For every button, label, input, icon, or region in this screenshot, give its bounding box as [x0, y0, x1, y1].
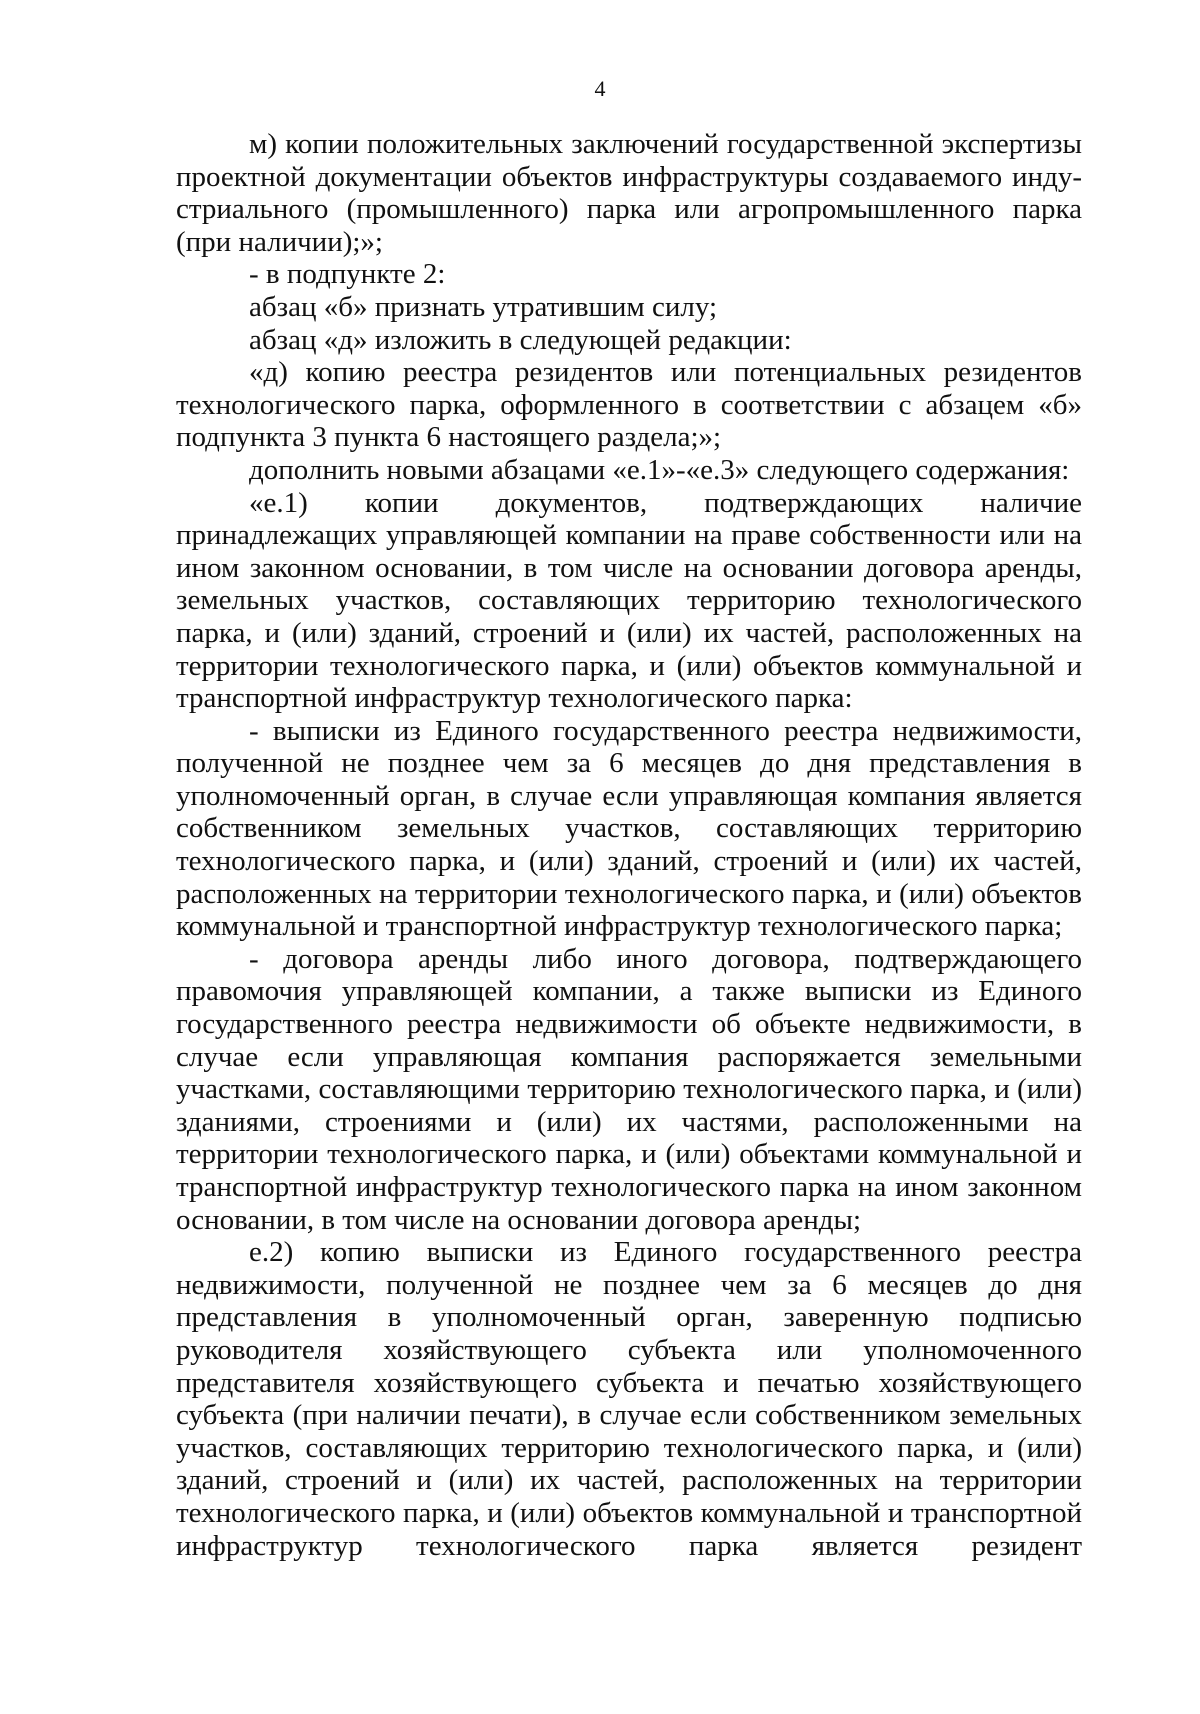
document-body: [176, 128, 1082, 1562]
paragraph-item-m: м) копии положительных заключений государственной экспертизы проектной документации объектов инфраструктуры создаваемого индустриального (промышленного) парка или агропромышленного парка (при наличии);»;: [176, 128, 1082, 258]
paragraph-item-d: «д) копию реестра резидентов или потенциальных резидентов технологического парка, оформленного в соответствии с абзацем «б» подпункта 3 пункта 6 настоящего раздела;»;: [176, 356, 1082, 454]
paragraph-item-e2: е.2) копию выписки из Единого государственного реестра недвижимости, полученной не позднее чем за 6 месяцев до дня представления в уполномоченный орган, заверенную подписью руководителя хозяйствующего субъекта или уполномоченного представителя хозяйствующего субъекта и печатью хозяйствующего субъекта (при наличии печати), в случае если собственником земельных участков, составляющих территорию технологического парка, и (или) зданий, строений и (или) их частей, расположенных на территории технологического парка, и (или) объектов коммунальной и транспортной инфраструктур технологического парка является резидент: [176, 1236, 1082, 1562]
paragraph-lease-agreement: - договора аренды либо иного договора, подтверждающего правомочия управляющей компании, а также выписки из Единого государственного реестра недвижимости об объекте недвижимости, в случае если управляющая компания распоряжается земельными участками, составляющими территорию технологического парка, и (или) зданиями, строениями и (или) их частями, расположенными на территории технологического парка, и (или) объектами коммунальной и транспортной инфраструктур технологического парка на ином законном основании, в том числе на основании договора аренды;: [176, 942, 1082, 1236]
paragraph-subpoint-2: - в подпункте 2:: [249, 258, 446, 291]
paragraph-abzac-d: абзац «д» изложить в следующей редакции:: [249, 323, 792, 356]
paragraph-extract-owner: - выписки из Единого государственного реестра недвижимости, полученной не позднее чем за 6 месяцев до дня представления в уполномоченный орган, в случае если управляющая компания является собственником земельных участков, составляющих территорию технологического парка, и (или) зданий, строений и (или) их частей, расположенных на территории технологического парка, и (или) объектов коммунальной и транспортной инфраструктур технологического парка;: [176, 714, 1082, 943]
paragraph-abzac-b: абзац «б» признать утратившим силу;: [249, 290, 718, 323]
paragraph-item-e1: «е.1) копии документов, подтверждающих наличие принадлежащих управляющей компании на праве собственности или на ином законном основании, в том числе на основании договора аренды, земельных участков, составляющих территорию технологического парка, и (или) зданий, строений и (или) их частей, расположенных на территории технологического парка, и (или) объектов коммунальной и транспортной инфраструктур технологического парка:: [176, 486, 1082, 715]
paragraph-add-e: дополнить новыми абзацами «е.1»-«е.3» следующего содержания:: [249, 453, 1070, 486]
page-number: 4: [594, 76, 606, 101]
